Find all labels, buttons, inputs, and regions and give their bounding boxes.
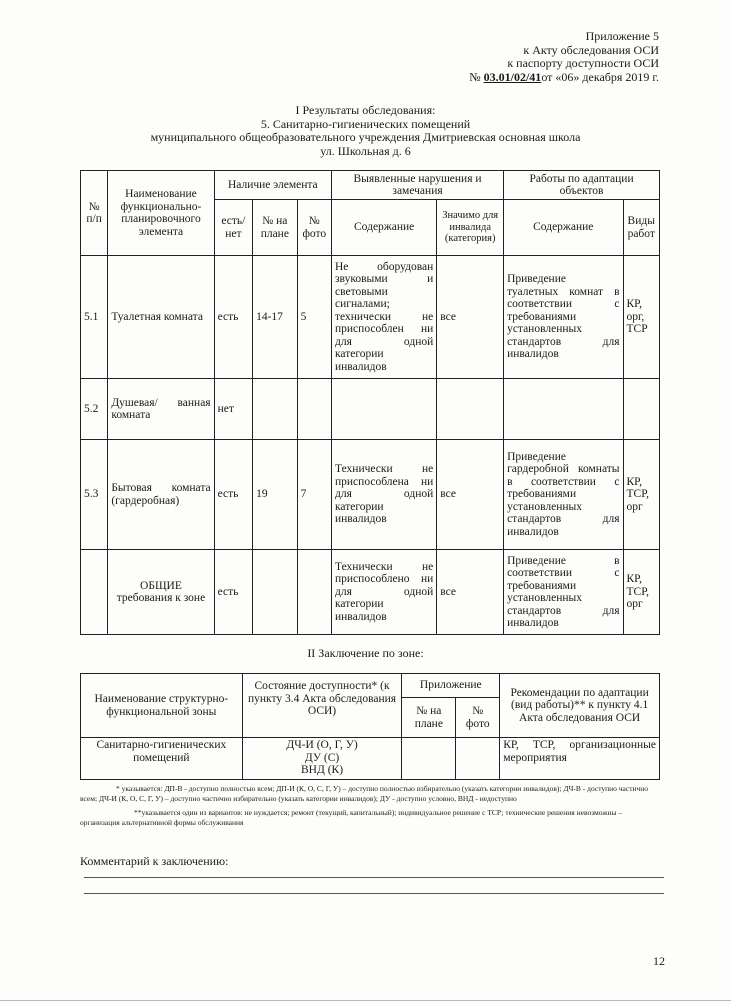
act-number: 03.01/02/41 [483, 69, 542, 84]
appendix-header [469, 30, 659, 84]
row-works [623, 379, 660, 440]
row-num: 5.3 [81, 440, 108, 550]
header-plan-no-2: № на плане [402, 698, 456, 738]
state-line-1: ДЧ-И (О, Г, У) [286, 739, 358, 751]
row-adapt [504, 379, 623, 440]
row-works: КР, ТСР, орг [623, 550, 660, 635]
header-zone: Наименование структурно-функциональной зоны [81, 674, 243, 738]
header-adapt-content: Содержание [504, 200, 623, 256]
scan-edge-line [0, 1000, 731, 1001]
row-plan [253, 379, 298, 440]
conclusion-title: II Заключение по зоне: [307, 646, 424, 660]
header-work-types: Виды работ [623, 200, 660, 256]
row-adapt: Приведение туалетных комнат в соответствии с требованиями установленных стандартов для инвалидов [504, 256, 623, 379]
header-recommendations: Рекомендации по адаптации (вид работы)** к пункту 4.1 Акта обследования ОСИ [500, 674, 660, 738]
appendix-line-3: к паспорту доступности ОСИ [507, 56, 659, 70]
header-state: Состояние доступности* (к пункту 3.4 Акта обследования ОСИ) [242, 674, 402, 738]
header-photo-no: № фото [297, 200, 331, 256]
header-content: Содержание [332, 200, 437, 256]
zone-name: Санитарно-гигиенических помещений [81, 738, 243, 780]
appendix-line-4 [469, 71, 659, 85]
heading-line-3: муниципального общеобразовательного учреждения Дмитриевская основная школа [150, 130, 581, 144]
table-row [81, 550, 660, 635]
row-name: Туалетная комната [108, 256, 214, 379]
appendix-line-2: к Акту обследования ОСИ [523, 42, 659, 57]
results-table [80, 170, 660, 635]
row-name: ОБЩИЕ требования к зоне [108, 550, 214, 635]
document-heading [0, 104, 731, 158]
header-exists: есть/ нет [214, 200, 252, 256]
row-photo: 7 [297, 440, 331, 550]
row-photo [297, 550, 331, 635]
row-significant: все [437, 440, 504, 550]
row-significant [437, 379, 504, 440]
conclusion-table [80, 673, 660, 780]
state-line-3: ВНД (К) [301, 764, 344, 776]
header-appendix: Приложение [402, 674, 500, 698]
header-photo-no-2: № фото [456, 698, 500, 738]
row-photo: 5 [297, 256, 331, 379]
table-row [81, 379, 660, 440]
row-exists: есть [214, 256, 252, 379]
table-row [81, 440, 660, 550]
heading-line-4: ул. Школьная д. 6 [320, 143, 411, 158]
comment-label: Комментарий к заключению: [80, 854, 229, 868]
row-exists: нет [214, 379, 252, 440]
row-plan: 14-17 [253, 256, 298, 379]
row-adapt: Приведение гардеробной комнаты в соответствии с требованиями установленных стандартов для инвалидов [504, 440, 623, 550]
row-adapt: Приведение в соответствии с требованиями установленных стандартов для инвалидов [504, 550, 623, 635]
header-adaptation: Работы по адаптации объектов [504, 171, 660, 200]
header-element-name: Наименование функционально-планировочного элемента [108, 171, 214, 256]
header-num: № п/п [81, 171, 108, 256]
row-plan [253, 550, 298, 635]
header-presence: Наличие элемента [214, 171, 331, 200]
row-content [332, 379, 437, 440]
row-exists: есть [214, 550, 252, 635]
act-date: от «06» декабря 2019 г. [541, 69, 659, 84]
row-significant: все [437, 256, 504, 379]
header-plan-no: № на плане [253, 200, 298, 256]
row-works: КР, орг, ТСР [623, 256, 660, 379]
header-significant: Значимо для инвалида (категория) [437, 200, 504, 256]
row-content: Технически не приспособлено ни для одной категории инвалидов [332, 550, 437, 635]
row-num: 5.1 [81, 256, 108, 379]
appendix-num-prefix: № [469, 69, 484, 84]
heading-line-2: 5. Санитарно-гигиенических помещений [260, 116, 471, 131]
appendix-line-1: Приложение 5 [585, 29, 659, 43]
row-significant: все [437, 550, 504, 635]
footnote-2: **указывается один из вариантов: не нуждается; ремонт (текущий, капитальный); индивидуальное решение с ТСР; технические решения невозможны – организация альтернативной формы обслуживания [80, 808, 623, 827]
row-content: Технически не приспособлена ни для одной категории инвалидов [332, 440, 437, 550]
table-row [81, 256, 660, 379]
page-number: 12 [653, 954, 665, 968]
row-name: Душевая/ ванная комната [108, 379, 214, 440]
state-line-2: ДУ (С) [304, 751, 340, 764]
zone-photo [456, 738, 500, 780]
row-plan: 19 [253, 440, 298, 550]
comment-line-1 [84, 877, 664, 878]
row-works: КР, ТСР, орг [623, 440, 660, 550]
row-photo [297, 379, 331, 440]
row-name: Бытовая комната (гардеробная) [108, 440, 214, 550]
row-content: Не оборудован звуковыми и световыми сигналами; технически не приспособлен ни для одной категории инвалидов [332, 256, 437, 379]
zone-plan [402, 738, 456, 780]
heading-line-1: I Результаты обследования: [295, 103, 436, 117]
footnote-1: * указывается: ДП-В - доступно полностью всем; ДП-И (К, О, С, Г, У) – доступно полностью избирательно (указать категории инвалидов); ДЧ-В - доступно частично всем; ДЧ-И (К, О, С, Г, У) – доступно частично избирательно (указать категории инвалидов); ДУ - доступно условно, ВНД - недоступно [80, 784, 649, 803]
table-row [81, 738, 660, 780]
comment-line-2 [84, 893, 664, 894]
row-num: 5.2 [81, 379, 108, 440]
zone-state [242, 738, 402, 780]
zone-recommendations: КР, ТСР, организационные мероприятия [500, 738, 660, 780]
row-exists: есть [214, 440, 252, 550]
row-num [81, 550, 108, 635]
header-violations: Выявленные нарушения и замечания [332, 171, 504, 200]
